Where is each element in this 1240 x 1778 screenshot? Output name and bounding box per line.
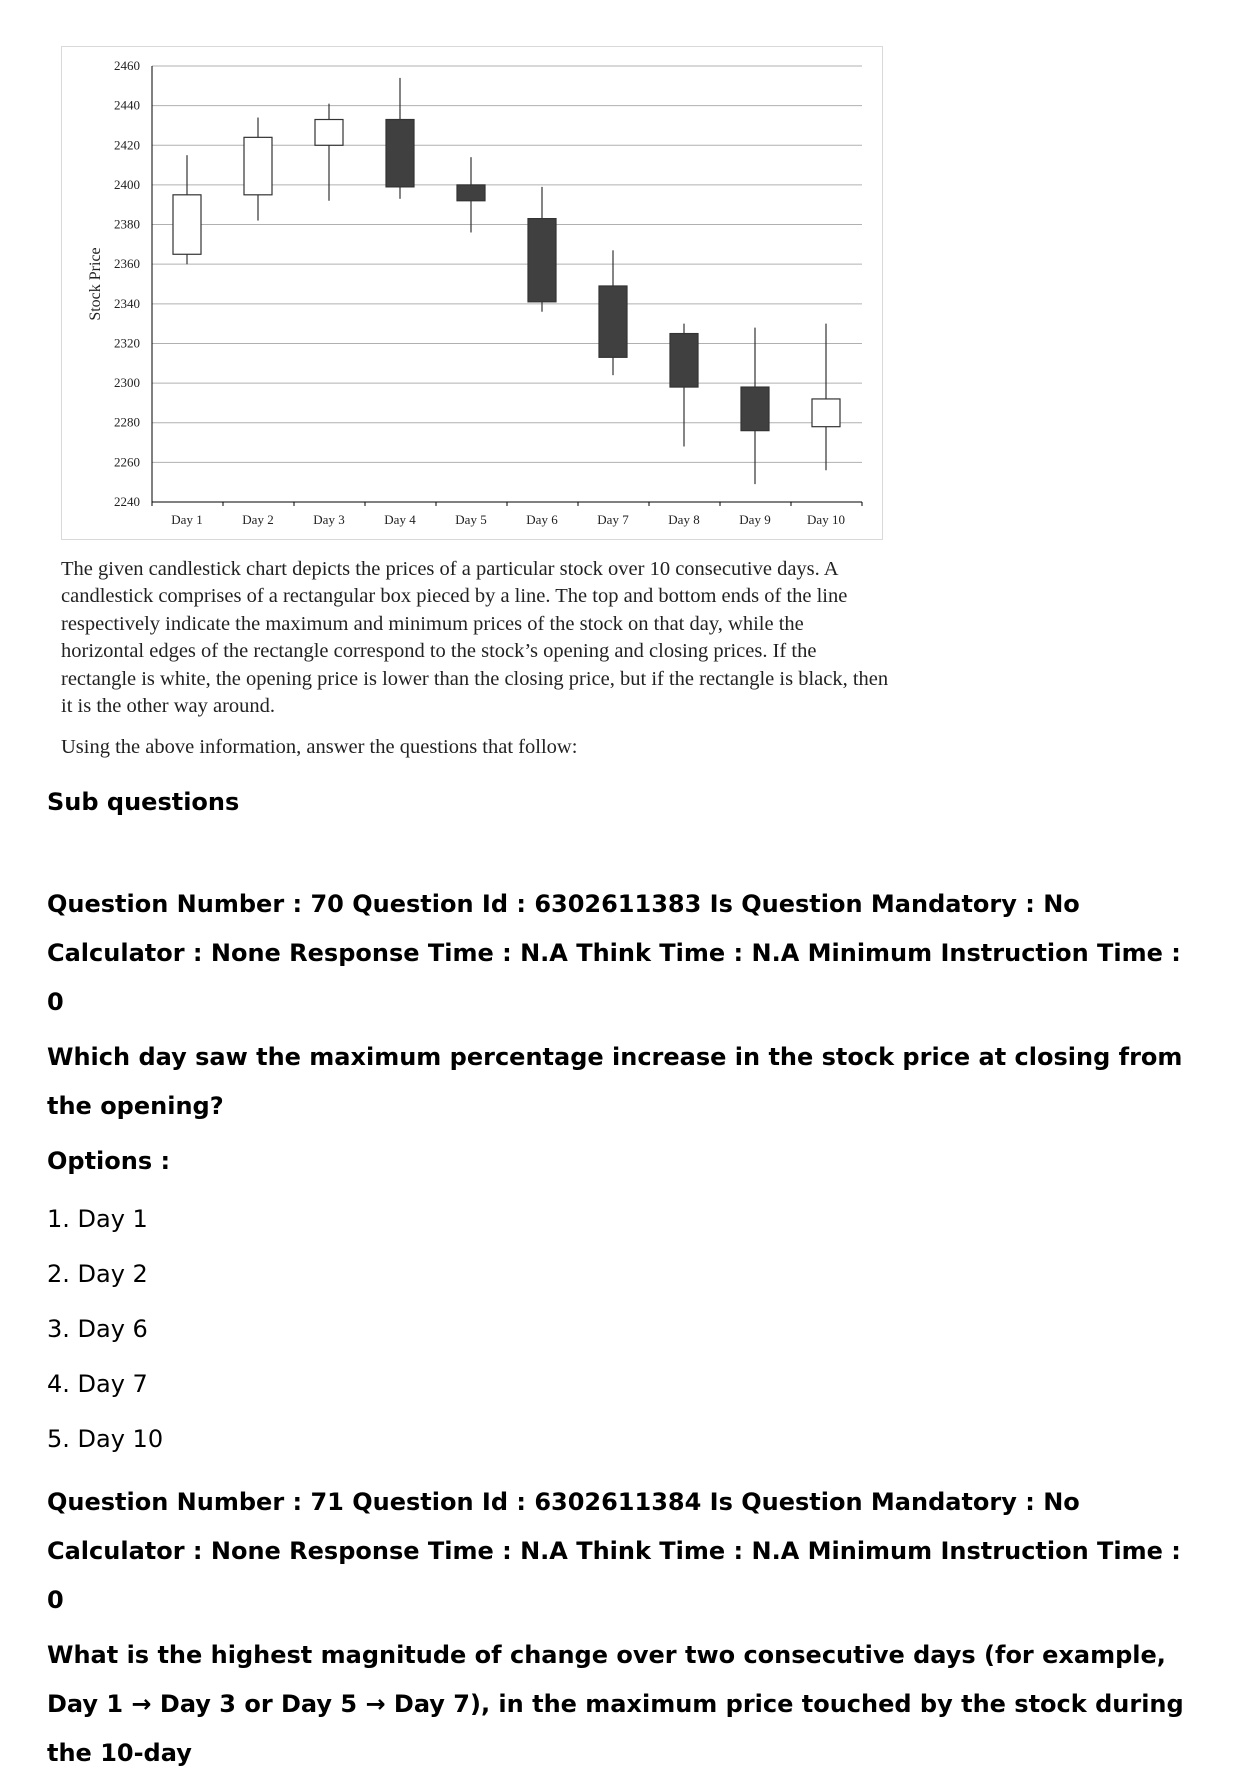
option-item[interactable]: 3. Day 6 (47, 1315, 148, 1343)
options-list (47, 1192, 1197, 1467)
y-tick-label: 2420 (114, 137, 140, 153)
y-tick-label: 2460 (114, 58, 140, 73)
x-tick-label: Day 3 (313, 512, 345, 527)
candle-body (173, 195, 201, 254)
sub-questions-heading: Sub questions (47, 788, 240, 816)
candle-body (386, 120, 414, 187)
y-tick-label: 2380 (114, 216, 140, 232)
option-item[interactable]: 4. Day 7 (47, 1370, 148, 1398)
option-item[interactable]: 2. Day 2 (47, 1260, 148, 1288)
candle-body (741, 387, 769, 431)
question-text: Which day saw the maximum percentage increase in the stock price at closing from the opening? (47, 1043, 1183, 1120)
candle-body (599, 286, 627, 357)
question-meta: Question Number : 70 Question Id : 6302611383 Is Question Mandatory : No Calculator : None Response Time : N.A Think Time : N.A Minimum Instruction Time : 0 (47, 890, 1181, 1016)
question-71 (47, 1478, 1197, 1778)
candle-body (528, 219, 556, 302)
y-tick-label: 2260 (114, 454, 140, 470)
passage (61, 556, 891, 762)
candle-body (670, 334, 698, 388)
candle-body (457, 185, 485, 201)
candle-body (315, 120, 343, 146)
x-tick-label: Day 4 (384, 512, 416, 527)
x-tick-label: Day 9 (739, 512, 771, 527)
candle-body (812, 399, 840, 427)
passage-description: The given candlestick chart depicts the prices of a particular stock over 10 consecutive days. A candlestick comprises of a rectangular box pieced by a line. The top and bottom ends of the line respectively indicate the maximum and minimum prices of the stock on that day, while the horizontal edges of the rectangle correspond to the stock’s opening and closing prices. If the rectangle is white, the opening price is lower than the closing price, but if the rectangle is black, then it is the other way around. (61, 558, 889, 718)
x-tick-label: Day 8 (668, 512, 700, 527)
x-tick-label: Day 5 (455, 512, 487, 527)
y-tick-label: 2280 (114, 414, 140, 430)
option-item[interactable]: 1. Day 1 (47, 1205, 148, 1233)
y-tick-label: 2300 (114, 375, 140, 391)
question-text: What is the highest magnitude of change over two consecutive days (for example, Day 1 → Day 3 or Day 5 → Day 7), in the maximum price touched by the stock during the 10-day (47, 1641, 1184, 1767)
x-tick-label: Day 7 (597, 512, 629, 527)
x-tick-label: Day 10 (807, 512, 845, 527)
options-label: Options : (47, 1147, 171, 1175)
passage-instruction: Using the above information, answer the questions that follow: (61, 736, 578, 759)
x-tick-label: Day 6 (526, 512, 558, 527)
y-axis-label: Stock Price (87, 247, 104, 321)
chart-svg (62, 47, 884, 541)
y-tick-label: 2400 (114, 176, 140, 192)
y-tick-label: 2440 (114, 97, 140, 113)
x-tick-label: Day 2 (242, 512, 274, 527)
option-item[interactable]: 5. Day 10 (47, 1425, 164, 1453)
question-meta: Question Number : 71 Question Id : 6302611384 Is Question Mandatory : No Calculator : None Response Time : N.A Think Time : N.A Minimum Instruction Time : 0 (47, 1488, 1181, 1614)
question-70 (47, 880, 1197, 1467)
y-tick-label: 2340 (114, 295, 140, 311)
y-tick-label: 2320 (114, 335, 140, 351)
candlestick-chart (61, 46, 883, 540)
y-tick-label: 2240 (114, 494, 140, 509)
candle-body (244, 137, 272, 194)
x-tick-label: Day 1 (171, 512, 203, 527)
y-tick-label: 2360 (114, 256, 140, 272)
